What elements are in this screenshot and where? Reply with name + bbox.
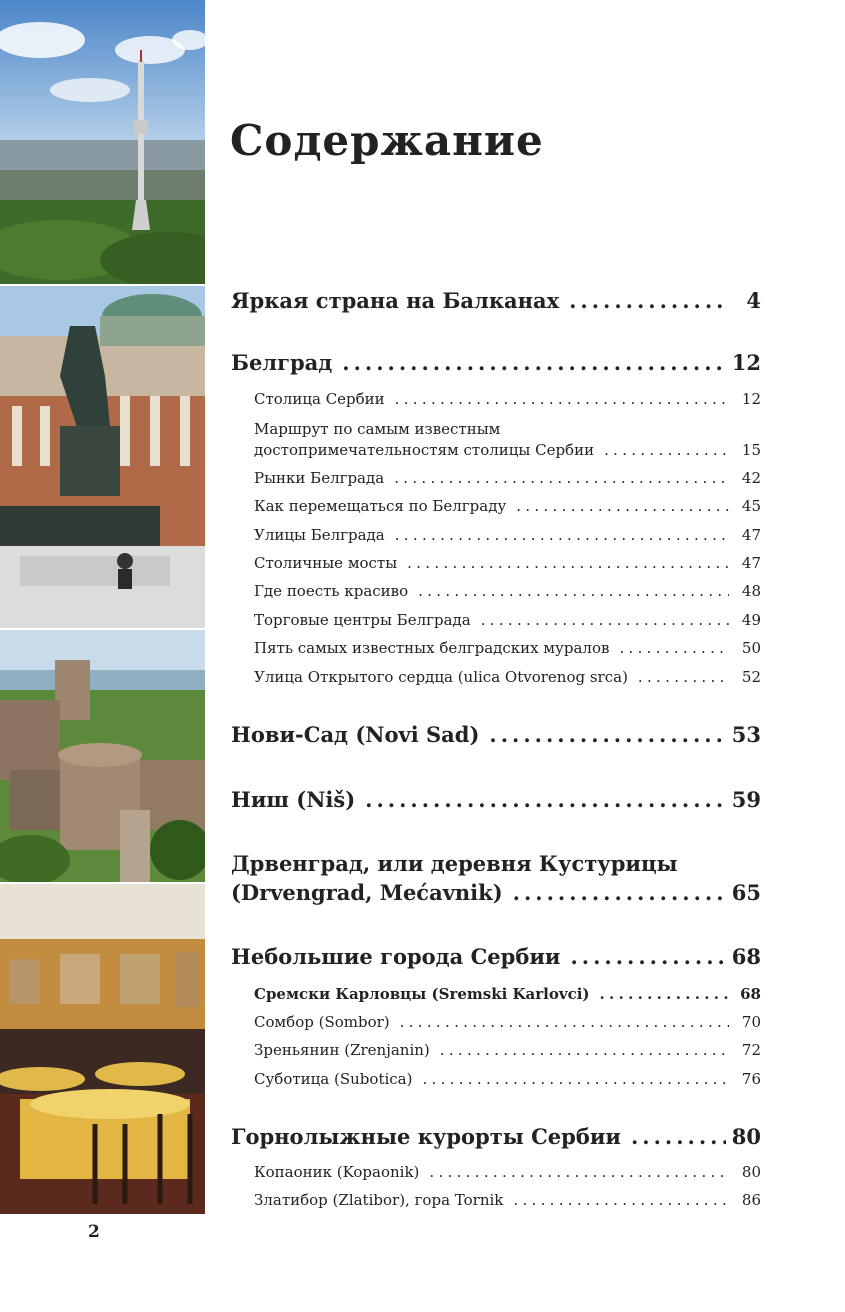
toc-subentry-label: Улицы Белграда <box>254 526 385 544</box>
dot-leader <box>481 611 729 629</box>
toc-subentry[interactable] <box>254 611 761 629</box>
toc-entry-label: Горнолыжные курорты Сербии <box>231 1124 621 1149</box>
toc-subentry[interactable] <box>254 985 761 1003</box>
dot-leader <box>571 944 726 969</box>
toc-subentry-label: Зреньянин (Zrenjanin) <box>254 1041 430 1059</box>
toc-page-number: 65 <box>731 880 761 905</box>
toc-entry-label: Белград <box>231 350 333 375</box>
dot-leader <box>513 1191 729 1209</box>
page-number: 2 <box>88 1222 100 1242</box>
toc-entry-label: Нови-Сад (Novi Sad) <box>231 722 480 747</box>
toc-subentry-label: Как перемещаться по Белграду <box>254 497 507 515</box>
toc-page-number: 15 <box>741 441 761 459</box>
dot-leader <box>513 880 726 905</box>
tv-tower-photo <box>0 0 205 284</box>
toc-subentry-label: Копаоник (Kopaonik) <box>254 1163 420 1181</box>
toc-subentry[interactable] <box>254 554 761 572</box>
dot-leader <box>638 668 729 686</box>
toc-subentry[interactable] <box>254 390 761 408</box>
toc-page-number: 12 <box>731 350 761 375</box>
toc-page-number: 42 <box>741 469 761 487</box>
toc-page-number: 49 <box>741 611 761 629</box>
toc-page-number: 48 <box>741 582 761 600</box>
dot-leader <box>342 350 725 375</box>
toc-page-number: 52 <box>741 668 761 686</box>
toc-page-number: 12 <box>741 390 761 408</box>
dot-leader <box>489 722 725 747</box>
toc-page-number: 76 <box>741 1070 761 1088</box>
toc-subentry[interactable] <box>254 639 761 657</box>
toc-entry-label: (Drvengrad, Mećavnik) <box>231 880 503 905</box>
toc-subentry[interactable] <box>254 582 761 600</box>
toc-subentry-label: Сомбор (Sombor) <box>254 1013 390 1031</box>
toc-subentry-label: Златибор (Zlatibor), гора Tornik <box>254 1191 504 1209</box>
toc-subentry-label: Столица Сербии <box>254 390 385 408</box>
toc-subentry-label: Пять самых известных белградских муралов <box>254 639 610 657</box>
toc-page-number: 80 <box>731 1124 761 1149</box>
dot-leader <box>569 288 729 313</box>
toc-page-number: 86 <box>741 1191 761 1209</box>
toc-subentry-label: Сремски Карловцы (Sremski Karlovci) <box>254 985 590 1003</box>
dot-leader <box>400 1013 729 1031</box>
toc-page-number: 59 <box>731 787 761 812</box>
dot-leader <box>619 639 729 657</box>
toc-subentry[interactable] <box>254 526 761 544</box>
toc-page-number: 68 <box>731 944 761 969</box>
fortress-photo <box>0 630 205 882</box>
toc-entry-novi-sad[interactable] <box>231 722 761 747</box>
dot-leader <box>604 441 729 459</box>
restaurant-photo <box>0 884 205 1214</box>
dot-leader <box>418 582 729 600</box>
toc-page-number: 45 <box>741 497 761 515</box>
toc-entry-label: Яркая страна на Балканах <box>231 288 560 313</box>
photo-strip <box>0 0 205 1214</box>
toc-subentry-label-line1: Маршрут по самым известным <box>254 420 501 438</box>
toc-page-number: 53 <box>731 722 761 747</box>
dot-leader <box>631 1124 726 1149</box>
dot-leader <box>395 526 729 544</box>
dot-leader <box>422 1070 729 1088</box>
toc-subentry[interactable] <box>254 497 761 515</box>
toc-subentry <box>254 441 761 459</box>
toc-subentry-label: Столичные мосты <box>254 554 398 572</box>
toc-entry-belgrade[interactable] <box>231 350 761 375</box>
toc-page-number: 70 <box>741 1013 761 1031</box>
dot-leader <box>440 1041 729 1059</box>
toc-subentry[interactable] <box>254 1070 761 1088</box>
toc-subentry[interactable] <box>254 1041 761 1059</box>
toc-page-number: 72 <box>741 1041 761 1059</box>
toc-entry-nis[interactable] <box>231 787 761 812</box>
dot-leader <box>429 1163 729 1181</box>
toc-entry-small-towns[interactable] <box>231 944 761 969</box>
toc-entry-ski-resorts[interactable] <box>231 1124 761 1149</box>
toc-entry-bright-country[interactable] <box>231 288 761 313</box>
toc-page-number: 4 <box>746 288 761 313</box>
toc-subentry[interactable] <box>254 1013 761 1031</box>
toc-subentry-label: Улица Открытого сердца (ulica Otvorenog srca) <box>254 668 628 686</box>
toc-entry-line2 <box>231 880 761 905</box>
page-title: Содержание <box>230 116 544 165</box>
toc-page-number: 80 <box>741 1163 761 1181</box>
toc-subentry-label: Торговые центры Белграда <box>254 611 471 629</box>
toc-page-number: 50 <box>741 639 761 657</box>
toc-subentry[interactable] <box>254 668 761 686</box>
toc-page-number: 47 <box>741 554 761 572</box>
national-museum-photo <box>0 286 205 628</box>
toc-subentry-label: Рынки Белграда <box>254 469 385 487</box>
toc-entry-label: Ниш (Niš) <box>231 787 356 812</box>
dot-leader <box>365 787 726 812</box>
dot-leader <box>600 985 729 1003</box>
toc-subentry-label: Где поесть красиво <box>254 582 409 600</box>
toc-subentry[interactable] <box>254 1191 761 1209</box>
dot-leader <box>395 390 729 408</box>
dot-leader <box>516 497 729 515</box>
toc-subentry-label: Суботица (Subotica) <box>254 1070 413 1088</box>
dot-leader <box>394 469 729 487</box>
toc-subentry[interactable] <box>254 1163 761 1181</box>
toc-subentry[interactable] <box>254 469 761 487</box>
toc-entry-label: Небольшие города Сербии <box>231 944 561 969</box>
toc-page-number: 47 <box>741 526 761 544</box>
toc-page-number: 68 <box>740 985 761 1003</box>
toc-subentry-label: достопримечательностям столицы Сербии <box>254 441 595 459</box>
dot-leader <box>407 554 729 572</box>
toc-entry-label-line1: Дрвенград, или деревня Кустурицы <box>231 851 678 876</box>
